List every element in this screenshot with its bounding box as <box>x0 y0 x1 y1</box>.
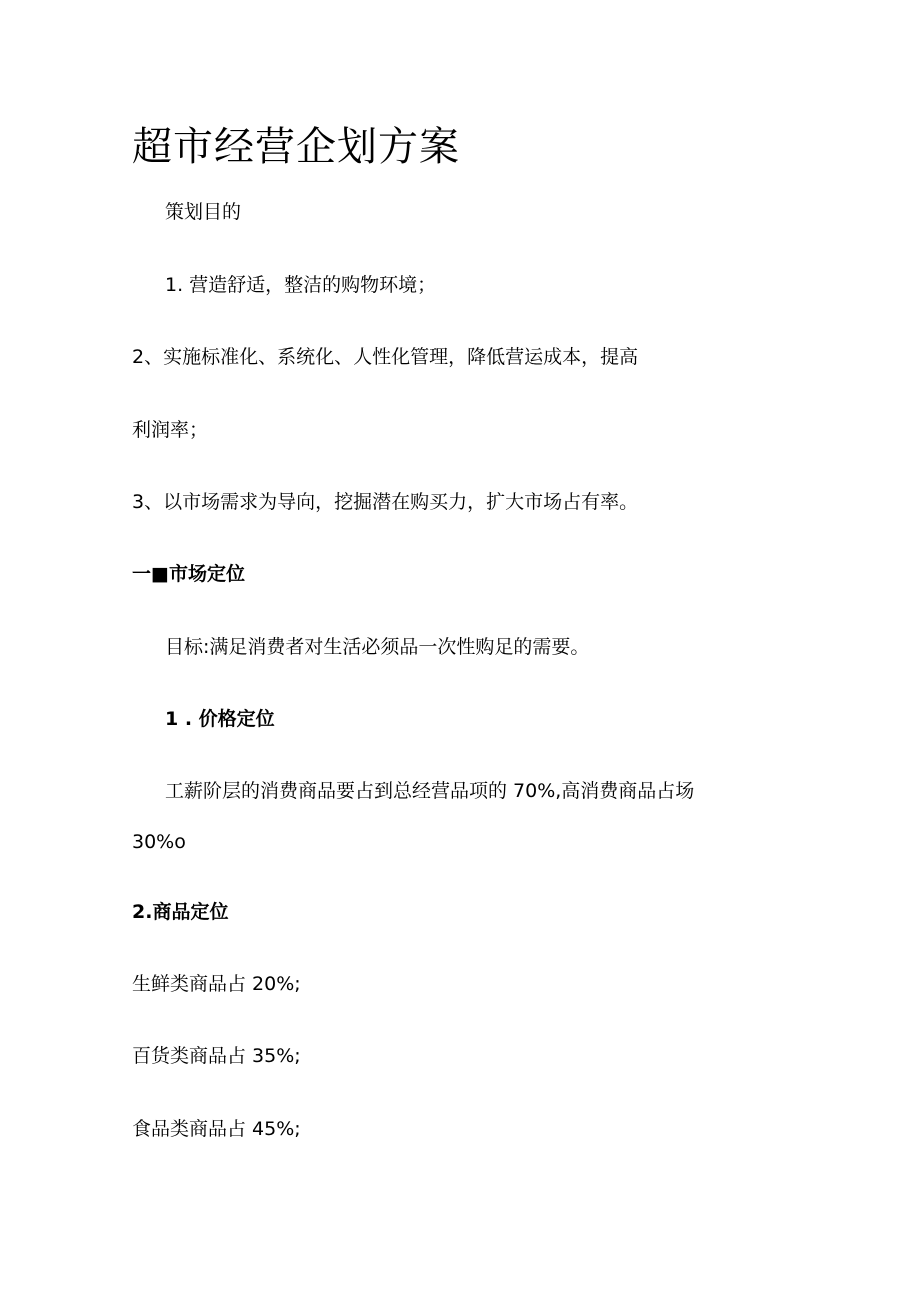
purpose-item-2: 2、实施标准化、系统化、人性化管理，降低营运成本，提高 <box>132 346 639 368</box>
product-share-fresh: 生鲜类商品占 20%; <box>132 973 301 995</box>
price-positioning-text: 工薪阶层的消费商品要占到总经营品项的 70%,高消费商品占场 <box>165 780 695 802</box>
purpose-item-1: 1. 营造舒适，整洁的购物环境； <box>165 274 437 296</box>
section-purpose-heading: 策划目的 <box>165 201 242 223</box>
product-share-food: 食品类商品占 45%; <box>132 1118 301 1140</box>
purpose-item-2-continuation: 利润率； <box>132 419 209 441</box>
purpose-item-3: 3、以市场需求为导向，挖掘潜在购买力，扩大市场占有率。 <box>132 491 639 513</box>
product-share-general-merchandise: 百货类商品占 35%; <box>132 1045 301 1067</box>
market-goal: 目标:满足消费者对生活必须品一次性购足的需要。 <box>165 636 590 658</box>
price-positioning-text-continuation: 30%o <box>132 831 186 853</box>
document-title: 超市经营企划方案 <box>132 124 460 170</box>
section-market-positioning-heading: 一■市场定位 <box>132 563 245 585</box>
price-positioning-heading: 1 . 价格定位 <box>165 708 275 730</box>
product-positioning-heading: 2.商品定位 <box>132 901 229 923</box>
